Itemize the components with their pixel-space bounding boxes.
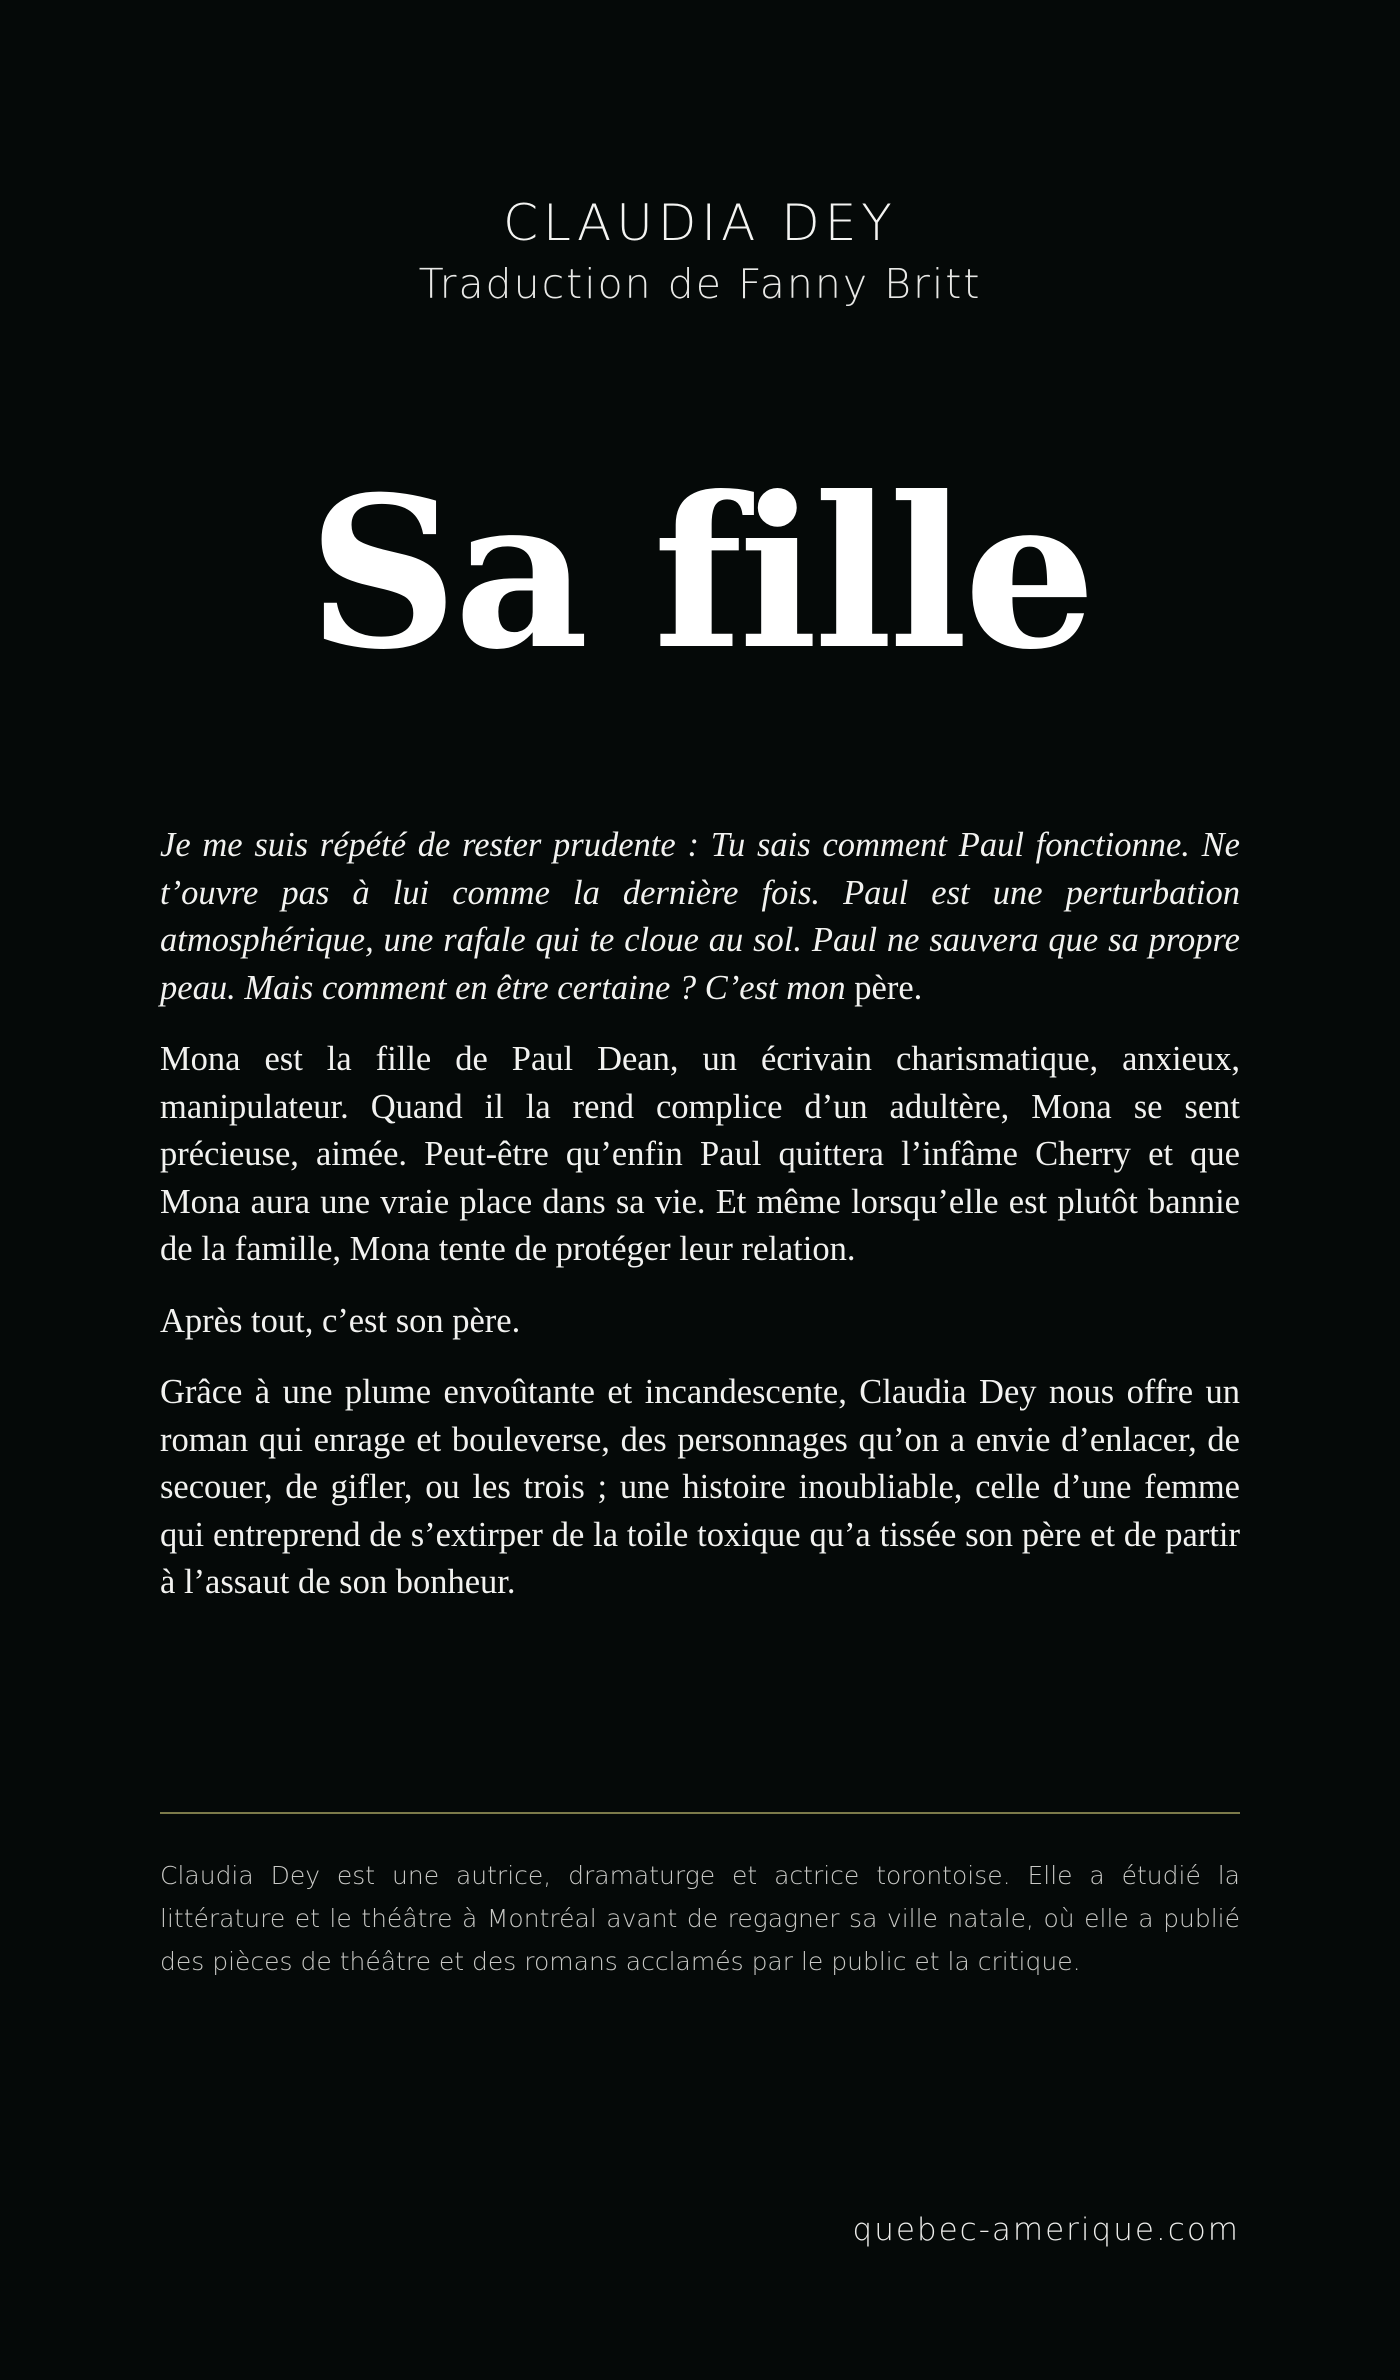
blurb-paragraph-1: Mona est la fille de Paul Dean, un écrivain charismatique, anxieux, manipulateur. Quand il la rend complice d’un adultère, Mona se sent précieuse, aimée. Peut-être qu’enfin Paul quittera l’infâme Cherry et que Mona aura une vraie place dans sa vie. Et même lorsqu’elle est plutôt bannie de la famille, Mona tente de protéger leur relation. (160, 1040, 1240, 1268)
quote-italic-text: Je me suis répété de rester prudente : Tu sais comment Paul fonctionne. Ne t’ouvre pas à lui comme la dernière fois. Paul est une perturbation atmosphérique, une rafale qui te cloue au sol. Paul ne sauvera que sa propre peau. Mais comment en être certaine ? C’est mon (160, 826, 1240, 1007)
publisher-website[interactable]: quebec-amerique.com (852, 2212, 1240, 2248)
translator-credit: Traduction de Fanny Britt (418, 260, 982, 308)
blurb-quote (160, 822, 1240, 1012)
author-bio: Claudia Dey est une autrice, dramaturge et actrice torontoise. Elle a étudié la littérature et le théâtre à Montréal avant de regagner sa ville natale, où elle a publié des pièces de théâtre et des romans acclamés par le public et la critique. (160, 1861, 1240, 1976)
book-title: Sa fille (307, 452, 1093, 696)
blurb-paragraph-2: Après tout, c’est son père. (160, 1301, 521, 1340)
quote-end-text: père. (845, 968, 923, 1007)
author-name: CLAUDIA DEY (503, 194, 897, 252)
divider-rule (160, 1812, 1240, 1814)
blurb (160, 822, 1240, 1631)
blurb-paragraph-3: Grâce à une plume envoûtante et incandescente, Claudia Dey nous offre un roman qui enrage et bouleverse, des personnages qu’on a envie d’enlacer, de secouer, de gifler, ou les trois ; une histoire inoubliable, celle d’une femme qui entreprend de s’extirper de la toile toxique qu’a tissée son père et de partir à l’assaut de son bonheur. (160, 1373, 1240, 1601)
